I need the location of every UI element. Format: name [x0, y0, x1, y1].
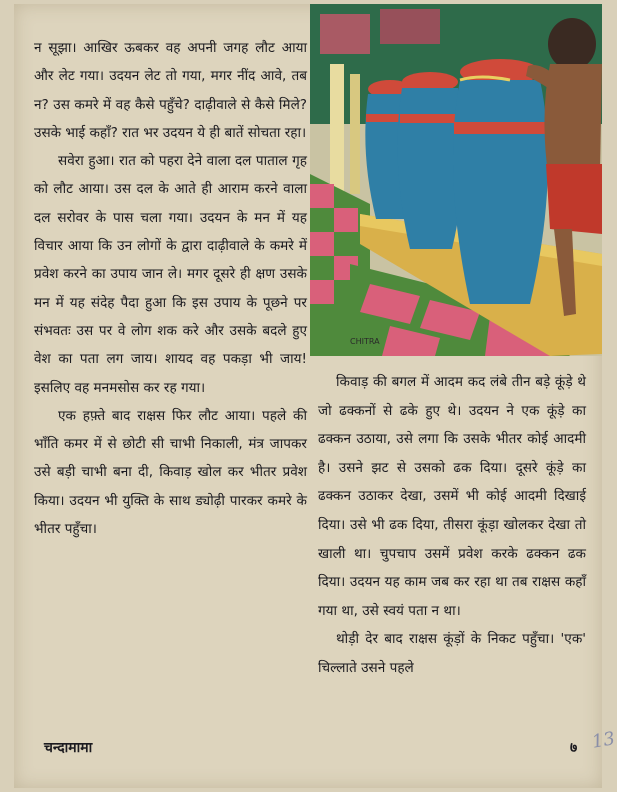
illustration-drawing [310, 4, 602, 356]
paragraph: सवेरा हुआ। रात को पहरा देने वाला दल पाताल गृह को लौट आया। उस दल के आते ही आराम करने वाला दल सरोवर के पास चला गया। उदयन के मन में यह विचार आया कि उन लोगों के द्वारा दाढ़ीवाले के कमरे में प्रवेश करने का उपाय जान ले। मगर दूसरे ही क्षण उसके मन में यह संदेह पैदा हुआ कि इस उपाय के पूछने पर संभवतः उस पर वे लोग शक करे और उसके बदले हुए वेश का पता लग जाय। शायद वह पकड़ा भी जाय! इसलिए वह मनमसोस कर रह गया। [34, 153, 307, 396]
right-column [318, 368, 586, 683]
magazine-name: चन्दामामा [44, 740, 93, 756]
pencil-mark: 13 [590, 728, 617, 753]
page [14, 4, 617, 788]
paragraph: थोड़ी देर बाद राक्षस कूंड़ों के निकट पहुँचा। 'एक' चिल्लाते उसने पहले [318, 631, 586, 676]
story-illustration [310, 4, 602, 356]
paragraph: एक हफ़्ते बाद राक्षस फिर लौट आया। पहले की भाँति कमर में से छोटी सी चाभी निकाली, मंत्र जापकर उसे बड़ी चाभी बना दी, किवाड़ खोल कर भीतर प्रवेश किया। उदयन भी युक्ति के साथ ड्योढ़ी पारकर कमरे के भीतर पहुँचा। [34, 407, 307, 538]
page-number: ७ [570, 740, 578, 756]
paragraph: न सूझा। आखिर ऊबकर वह अपनी जगह लौट आया और लेट गया। उदयन लेट तो गया, मगर नींद आवे, तब न? उस कमरे में वह कैसे पहुँचे? दाढ़ीवाले से कैसे मिले? उसके भाई कहाँ? रात भर उदयन ये ही बातें सोचता रहा। [34, 40, 307, 141]
left-column [34, 34, 307, 543]
paragraph: किवाड़ की बगल में आदम कद लंबे तीन बड़े कूंड़े थे जो ढक्कनों से ढके हुए थे। उदयन ने एक कूंड़े का ढक्कन उठाया, उसे लगा कि उसके भीतर कोई आदमी है। उसने झट से उसको ढक दिया। दूसरे कूंड़े का ढक्कन उठाकर देखा, उसमें भी कोई आदमी दिखाई दिया। उसे भी ढक दिया, तीसरा कूंड़ा खोलकर देखा तो खाली था। चुपचाप उसमें प्रवेश करके ढक्कन ढक दिया। उदयन यह काम जब कर रहा था तब राक्षस कहाँ गया था, उसे स्वयं पता न था। [318, 374, 586, 619]
artist-signature: CHITRA [350, 337, 380, 346]
